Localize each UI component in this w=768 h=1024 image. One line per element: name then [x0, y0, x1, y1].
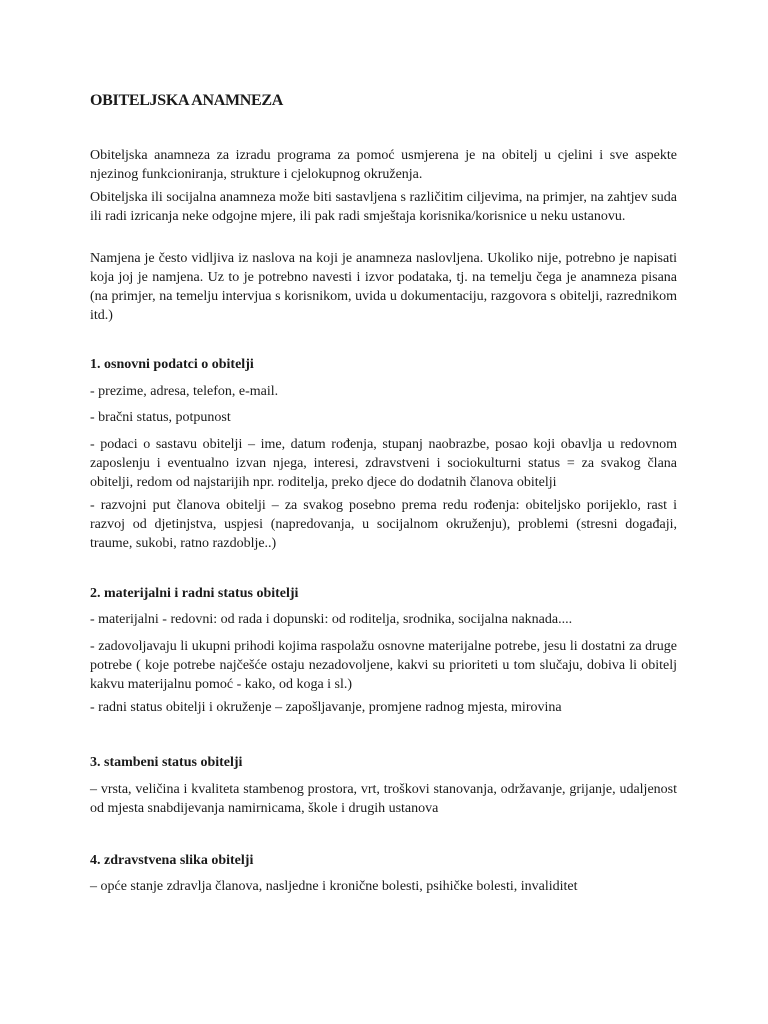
- intro-paragraph-1: Obiteljska anamneza za izradu programa za pomoć usmjerena je na obitelj u cjelini i sve aspekte njezinog funkcioniranja, strukture i cjelokupnog okruženja.: [90, 148, 677, 182]
- section-heading-housing-status: 3. stambeni status obitelji: [90, 755, 243, 770]
- section-heading-material-status: 2. materijalni i radni status obitelji: [90, 586, 299, 601]
- section-1-item-3: - podaci o sastavu obitelji – ime, datum rođenja, stupanj naobrazbe, posao koji obavlja u redovnom zaposlenju i eventualno izvan njega, interesi, zdravstveni i sociokulturni status = za svakog člana obitelji, redom od najstarijih npr. roditelja, preko djece do dodatnih članova obitelji: [90, 437, 677, 490]
- section-1-item-1: - prezime, adresa, telefon, e-mail.: [90, 384, 279, 399]
- section-2-item-2: - zadovoljavaju li ukupni prihodi kojima raspolažu osnovne materijalne potrebe, jesu li dostatni za druge potrebe ( koje potrebe najčešće ostaju nezadovoljene, kakvi su prioriteti u tom slučaju, dobiva li obitelj kakvu materijalnu pomoć - kako, od koga i sl.): [90, 639, 677, 692]
- intro-paragraph-3: Namjena je često vidljiva iz naslova na koji je anamneza naslovljena. Ukoliko nije, potrebno je napisati koja joj je namjena. Uz to je potrebno navesti i izvor podataka, tj. na temelju čega je anamneza pisana (na primjer, na temelju intervjua s korisnikom, uvida u dokumentaciju, razgovora s obitelji, razrednikom itd.): [90, 251, 677, 323]
- section-2-item-1: - materijalni - redovni: od rada i dopunski: od roditelja, srodnika, socijalna naknada....: [90, 612, 573, 627]
- document-title: OBITELJSKA ANAMNEZA: [90, 92, 284, 109]
- section-2-item-3: - radni status obitelji i okruženje – zapošljavanje, promjene radnog mjesta, mirovina: [90, 700, 562, 715]
- section-heading-basic-data: 1. osnovni podatci o obitelji: [90, 357, 254, 372]
- section-1-item-4: - razvojni put članova obitelji – za svakog posebno prema redu rođenja: obiteljsko porijeklo, rast i razvoj od djetinjstva, uspjesi (napredovanja, u socijalnom okruženju), problemi (stresni događaji, traume, sukobi, ratno razdoblje..): [90, 498, 677, 551]
- section-3-item-1: – vrsta, veličina i kvaliteta stambenog prostora, vrt, troškovi stanovanja, održavanje, grijanje, udaljenost od mjesta snabdijevanja namirnicama, škole i drugih ustanova: [90, 782, 677, 816]
- section-heading-health: 4. zdravstvena slika obitelji: [90, 853, 254, 868]
- section-4-item-1: – opće stanje zdravlja članova, nasljedne i kronične bolesti, psihičke bolesti, invaliditet: [90, 879, 578, 894]
- section-1-item-2: - bračni status, potpunost: [90, 410, 231, 425]
- intro-paragraph-2: Obiteljska ili socijalna anamneza može biti sastavljena s različitim ciljevima, na primjer, na zahtjev suda ili radi izricanja neke odgojne mjere, ili pak radi smještaja korisnika/korisnice u neku ustanovu.: [90, 190, 677, 224]
